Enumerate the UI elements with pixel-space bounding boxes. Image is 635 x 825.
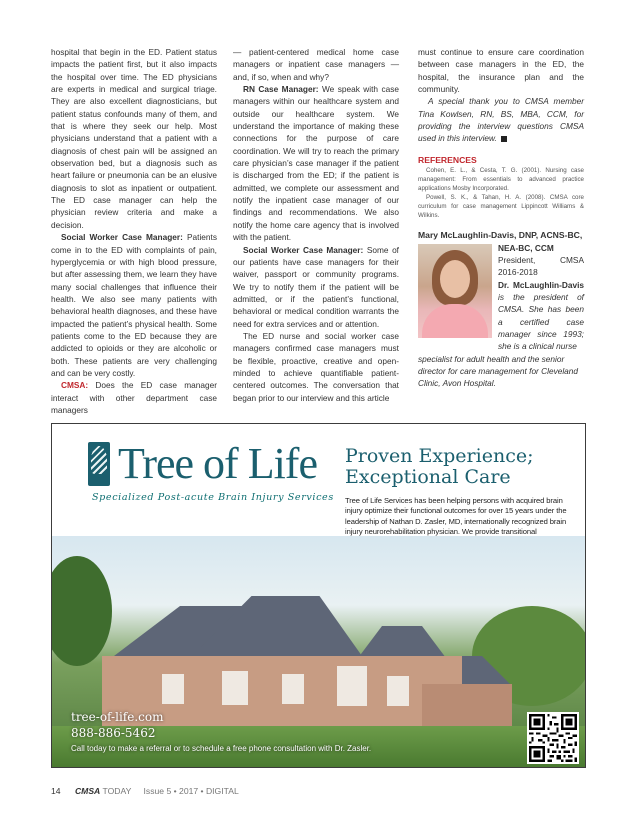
paragraph: — patient-centered medical home case managers or inpatient case managers — and, if so, when and why? xyxy=(233,47,399,82)
article-column-1 xyxy=(51,46,217,416)
paragraph-text: Does the ED case manager interact with other department case managers xyxy=(51,380,217,415)
window-shape xyxy=(387,676,409,706)
window-shape xyxy=(162,674,184,704)
paragraph: hospital that begin in the ED. Patient status impacts the patient first, but it also impacts the hospital over time. The ED physicians are experts in medical and surgical triage. They are also excellent diagnosticians, but patient status confounds many of them, and that is where they seek our help. Most physicians understand that a patient with a diagnosis of chest pain will be assigned an observation bed, but a diagnosis such as heart failure or pneumonia can be an elusive diagnosis to slot as inpatient or outpatient. The ED case manager can help the physician review criteria and make a decision. xyxy=(51,47,217,230)
magazine-suffix: TODAY xyxy=(102,786,132,796)
paragraph-text: Patients come in to the ED with complaints of pain, hyperglycemia or with high blood pressure, but after assessing them, we learn they have many social challenges that influence their health. We also see many patients with behavioral health diagnoses, and these have impacted the patient’s physical health. Some patients come to the ED because they are addicted to opioids or they are alcoholic or both. These patients are very challenging and can be very costly. xyxy=(51,232,217,378)
house-wall xyxy=(422,684,512,729)
reference-item: Powell, S. K., & Tahan, H. A. (2008). CMSA core curriculum for case management Lippincott Williams & Wilkins. xyxy=(418,194,584,220)
author-short-name: Dr. McLaughlin-Davis xyxy=(498,279,584,290)
ad-call-to-action: Call today to make a referral or to schedule a free phone consultation with Dr. Zasler. xyxy=(71,744,372,753)
article-column-2 xyxy=(233,46,399,404)
tree-shape xyxy=(51,556,112,666)
end-mark-icon xyxy=(501,136,507,142)
author-role: President, CMSA xyxy=(498,254,584,265)
author-description-cont: specialist for adult health and the senior director for care management for Cleveland Clinic, Avon Hospital. xyxy=(418,353,579,389)
paragraph xyxy=(51,231,217,379)
ad-headline xyxy=(345,446,575,488)
page-number: 14 xyxy=(51,786,61,796)
brand-name: Tree of Life xyxy=(118,439,317,488)
author-name: Mary McLaughlin-Davis, DNP, ACNS-BC, xyxy=(418,230,583,241)
reference-item: Cohen, E. L., & Cesta, T. G. (2001). Nursing case management: From essentials to advanced practice applications Mosby Incorporated. xyxy=(418,167,584,193)
paragraph-text: We speak with case managers within our healthcare system and outside our healthcare system. We understand the importance of making these connections for the purpose of care coordination. We will try to reach the primary care physician’s case manager if the patient is discharged from the ED; if the patient is admitted, we complete our assessment and notify the inpatient case manager of our findings and recommendations. We also notify the home care agency that is involved with the patient. xyxy=(233,84,399,243)
ad-phone[interactable]: 888-886-5462 xyxy=(71,726,156,740)
author-photo xyxy=(418,244,492,338)
ad-website[interactable]: tree-of-life.com xyxy=(71,710,164,724)
author-term: 2016-2018 xyxy=(498,267,538,278)
author-bio xyxy=(418,242,584,390)
speaker-label: RN Case Manager: xyxy=(243,84,319,95)
tree-of-life-advertisement xyxy=(51,423,586,768)
author-photo-jacket xyxy=(422,304,488,338)
magazine-name: CMSA xyxy=(74,786,101,796)
speaker-label: Social Worker Case Manager: xyxy=(243,244,364,255)
speaker-label: Social Worker Case Manager: xyxy=(61,232,183,243)
issue-info: Issue 5 • 2017 • DIGITAL xyxy=(143,786,239,796)
qr-code-icon[interactable] xyxy=(527,712,579,764)
tree-logo-leaf xyxy=(91,446,107,474)
window-shape xyxy=(282,674,304,704)
ad-headline-line: Exceptional Care xyxy=(345,466,511,488)
acknowledgement-text: A special thank you to CMSA member Tina Kowlsen, RN, BS, MBA, CCM, for providing the interview questions CMSA used in this interview. xyxy=(418,96,584,144)
page-footer xyxy=(51,786,239,796)
ad-paragraph: Tree of Life Services has been helping persons with acquired brain injury optimize their functional outcomes for over 15 years under the leadership of Nathan D. Zasler, MD, internationally recognized brain injury neurorehabilitation physician. We provide transitional xyxy=(345,496,567,536)
window-shape xyxy=(222,671,248,705)
author-photo-face xyxy=(440,260,470,298)
paragraph-text: Some of our patients have case managers for their waiver, passport or community programs. We try to notify them if the patient will be admitted, or if the patient’s functional, behavioral or medical condition warrants the need for extra services and or attention. xyxy=(233,244,399,329)
tree-logo-icon xyxy=(88,442,110,486)
brand-tagline: Specialized Post-acute Brain Injury Services xyxy=(92,492,334,503)
paragraph: must continue to ensure care coordination between case managers in the ED, the hospital, the insurance plan and the community. xyxy=(418,47,584,95)
paragraph xyxy=(51,379,217,416)
paragraph xyxy=(233,83,399,243)
paragraph: The ED nurse and social worker case managers confirmed case managers must be flexible, proactive, creative and open-minded to achieve quantifiable patient-centered outcomes. The conversation that began prior to our interview and this article xyxy=(233,330,399,403)
ad-headline-line: Proven Experience; xyxy=(345,445,534,467)
author-credentials: NEA-BC, CCM xyxy=(498,242,554,253)
qr-code-graphic xyxy=(529,714,577,762)
acknowledgement xyxy=(418,95,584,144)
article-column-3 xyxy=(418,46,584,390)
paragraph xyxy=(233,244,399,330)
speaker-label: CMSA: xyxy=(61,380,89,391)
references-heading: REFERENCES xyxy=(418,154,477,165)
author-description-text: is the president of CMSA. She has been a certified case manager since 1993; she is a clinical nurse xyxy=(498,291,584,352)
window-shape xyxy=(337,666,367,706)
author-description xyxy=(498,279,584,353)
